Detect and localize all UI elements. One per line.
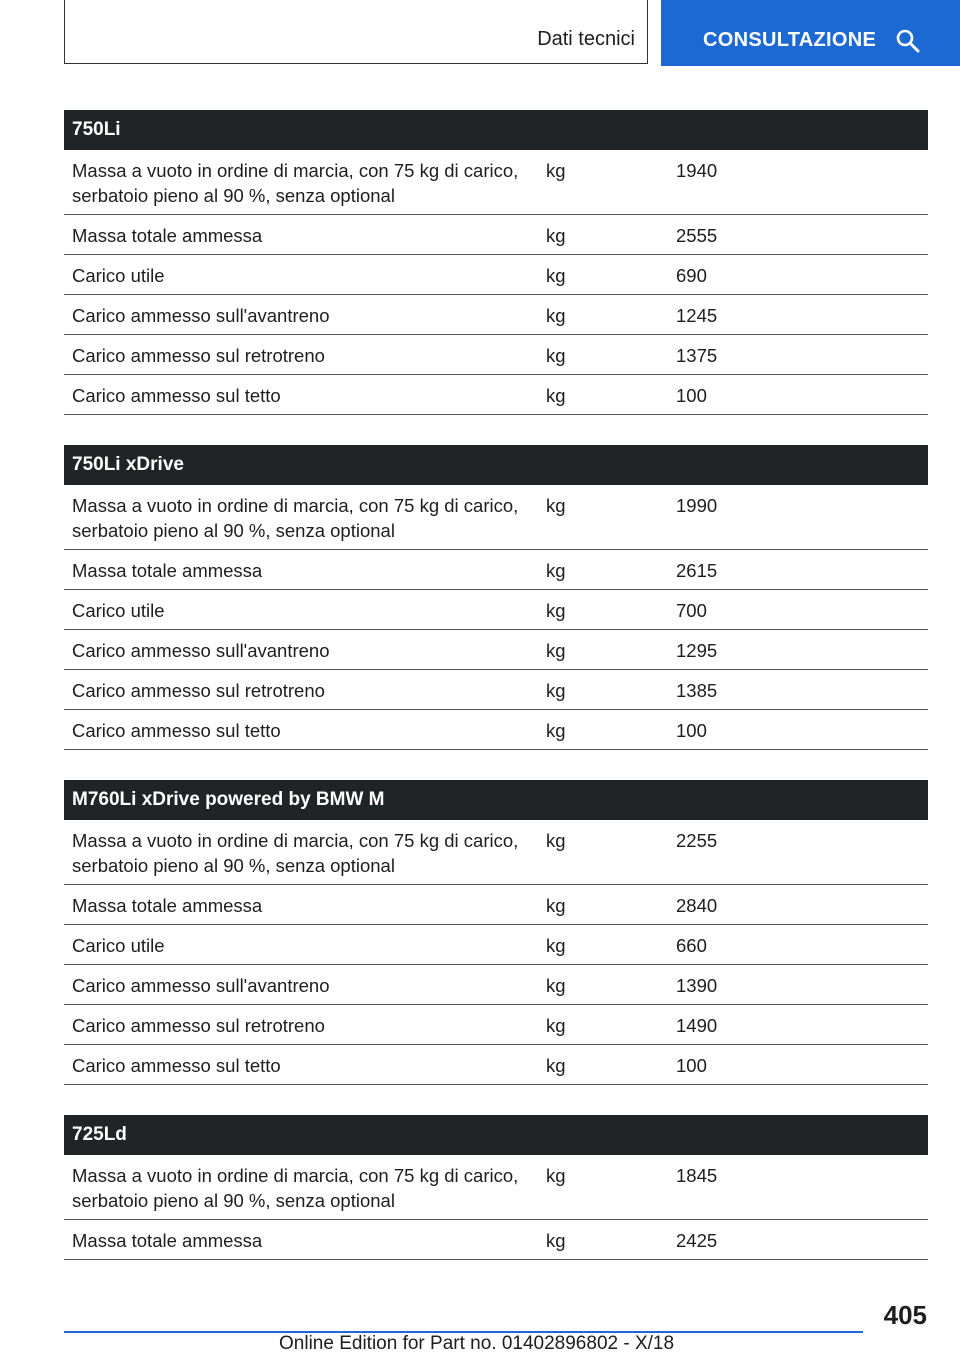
row-label: Carico ammesso sul retrotreno bbox=[72, 345, 325, 366]
table-row bbox=[64, 590, 928, 630]
spec-table bbox=[64, 110, 928, 415]
table-row bbox=[64, 1155, 928, 1220]
row-label: Massa a vuoto in ordine di marcia, con 75 kg di carico, serbatoio pieno al 90 %, senza optional bbox=[72, 1165, 519, 1211]
row-unit: kg bbox=[546, 345, 566, 366]
row-label: Carico ammesso sul tetto bbox=[72, 1055, 281, 1076]
row-label: Carico utile bbox=[72, 935, 165, 956]
table-row bbox=[64, 150, 928, 215]
row-label: Massa totale ammessa bbox=[72, 225, 263, 246]
table-row bbox=[64, 1005, 928, 1045]
table-row bbox=[64, 710, 928, 750]
row-label: Massa totale ammessa bbox=[72, 895, 263, 916]
row-label: Carico ammesso sul tetto bbox=[72, 720, 281, 741]
consultazione-nav-button[interactable] bbox=[661, 0, 960, 66]
row-unit: kg bbox=[546, 225, 566, 246]
spec-table-title: 750Li bbox=[64, 110, 928, 150]
table-row bbox=[64, 670, 928, 710]
row-value: 660 bbox=[676, 935, 707, 956]
consultazione-label: CONSULTAZIONE bbox=[703, 29, 877, 51]
spec-table bbox=[64, 780, 928, 1085]
row-label: Carico ammesso sull'avantreno bbox=[72, 305, 330, 326]
tech-data-content bbox=[64, 110, 928, 1290]
row-value: 2840 bbox=[676, 895, 718, 916]
table-row bbox=[64, 335, 928, 375]
row-label: Massa a vuoto in ordine di marcia, con 75 kg di carico, serbatoio pieno al 90 %, senza optional bbox=[72, 830, 519, 876]
header-section-label: Dati tecnici bbox=[537, 28, 635, 50]
row-unit: kg bbox=[546, 160, 566, 181]
row-unit: kg bbox=[546, 1230, 566, 1251]
table-row bbox=[64, 1220, 928, 1260]
row-unit: kg bbox=[546, 1015, 566, 1036]
row-value: 1390 bbox=[676, 975, 718, 996]
table-row bbox=[64, 885, 928, 925]
row-value: 1295 bbox=[676, 640, 718, 661]
spec-table bbox=[64, 1115, 928, 1260]
row-value: 100 bbox=[676, 385, 707, 406]
row-unit: kg bbox=[546, 830, 566, 851]
row-value: 1990 bbox=[676, 495, 718, 516]
row-value: 1845 bbox=[676, 1165, 718, 1186]
table-row bbox=[64, 485, 928, 550]
table-row bbox=[64, 925, 928, 965]
table-row bbox=[64, 1045, 928, 1085]
header-section-tab bbox=[64, 0, 648, 64]
row-label: Massa totale ammessa bbox=[72, 560, 263, 581]
spec-table-title: M760Li xDrive powered by BMW M bbox=[64, 780, 928, 820]
row-value: 1375 bbox=[676, 345, 718, 366]
row-label: Carico ammesso sull'avantreno bbox=[72, 640, 330, 661]
spec-table bbox=[64, 445, 928, 750]
table-row bbox=[64, 550, 928, 590]
row-label: Carico utile bbox=[72, 600, 165, 621]
row-unit: kg bbox=[546, 975, 566, 996]
row-value: 1385 bbox=[676, 680, 718, 701]
row-unit: kg bbox=[546, 560, 566, 581]
row-unit: kg bbox=[546, 640, 566, 661]
row-label: Carico ammesso sul retrotreno bbox=[72, 1015, 325, 1036]
row-unit: kg bbox=[546, 1055, 566, 1076]
row-unit: kg bbox=[546, 720, 566, 741]
row-value: 100 bbox=[676, 720, 707, 741]
row-value: 2425 bbox=[676, 1230, 718, 1251]
row-label: Carico utile bbox=[72, 265, 165, 286]
search-icon[interactable] bbox=[895, 28, 921, 54]
row-label: Carico ammesso sul retrotreno bbox=[72, 680, 325, 701]
table-row bbox=[64, 820, 928, 885]
row-label: Massa a vuoto in ordine di marcia, con 75 kg di carico, serbatoio pieno al 90 %, senza optional bbox=[72, 160, 519, 206]
row-label: Carico ammesso sull'avantreno bbox=[72, 975, 330, 996]
row-value: 100 bbox=[676, 1055, 707, 1076]
row-label: Massa a vuoto in ordine di marcia, con 75 kg di carico, serbatoio pieno al 90 %, senza optional bbox=[72, 495, 519, 541]
spec-table-title: 750Li xDrive bbox=[64, 445, 928, 485]
row-value: 2255 bbox=[676, 830, 718, 851]
table-row bbox=[64, 295, 928, 335]
row-value: 1245 bbox=[676, 305, 718, 326]
row-unit: kg bbox=[546, 495, 566, 516]
row-unit: kg bbox=[546, 600, 566, 621]
table-row bbox=[64, 375, 928, 415]
row-value: 1490 bbox=[676, 1015, 718, 1036]
table-row bbox=[64, 630, 928, 670]
row-value: 690 bbox=[676, 265, 707, 286]
row-value: 1940 bbox=[676, 160, 718, 181]
row-value: 2555 bbox=[676, 225, 718, 246]
table-row bbox=[64, 965, 928, 1005]
spec-table-title: 725Ld bbox=[64, 1115, 928, 1155]
row-unit: kg bbox=[546, 680, 566, 701]
edition-text: Online Edition for Part no. 01402896802 - X/18 bbox=[279, 1333, 675, 1354]
table-row bbox=[64, 255, 928, 295]
row-unit: kg bbox=[546, 895, 566, 916]
row-unit: kg bbox=[546, 1165, 566, 1186]
row-value: 2615 bbox=[676, 560, 718, 581]
row-unit: kg bbox=[546, 385, 566, 406]
row-value: 700 bbox=[676, 600, 707, 621]
row-unit: kg bbox=[546, 305, 566, 326]
table-row bbox=[64, 215, 928, 255]
row-label: Carico ammesso sul tetto bbox=[72, 385, 281, 406]
row-unit: kg bbox=[546, 935, 566, 956]
row-label: Massa totale ammessa bbox=[72, 1230, 263, 1251]
page-number: 405 bbox=[883, 1300, 927, 1330]
row-unit: kg bbox=[546, 265, 566, 286]
